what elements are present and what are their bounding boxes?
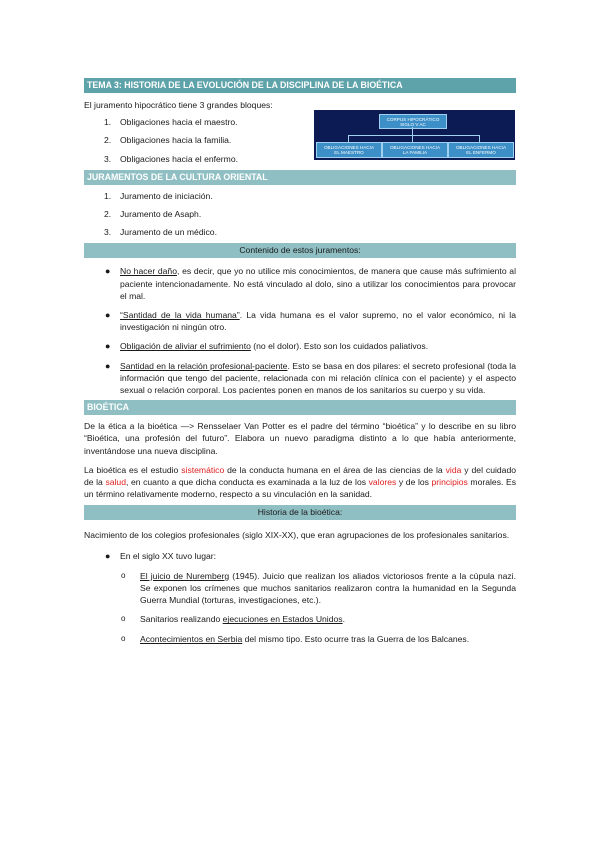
list-item: ● En el siglo XX tuvo lugar: xyxy=(105,550,217,561)
list-item: 3. Juramento de un médico. xyxy=(104,227,217,238)
bullet-icon: ● xyxy=(105,550,111,561)
diagram-connector xyxy=(348,135,349,142)
circle-bullet-icon: o xyxy=(121,633,126,643)
subheader-contenido: Contenido de estos juramentos: xyxy=(84,243,516,258)
diagram-connector xyxy=(412,135,413,142)
list-item: o Acontecimientos en Serbia del mismo tipo. Esto ocurre tras la Guerra de los Balcanes. xyxy=(121,633,470,644)
list-item: ● No hacer daño, es decir, que yo no utilice mis conocimientos, de manera que cause más sufrimiento al paciente intencionadamente. No está vinculado al dolo, sino a utilizar los conocimientos para provocar el mal. xyxy=(105,266,516,301)
oaths-list xyxy=(84,190,516,239)
contents-list xyxy=(84,265,516,396)
list-item: ● Obligación de aliviar el sufrimiento (no el dolor). Esto son los cuidados paliativos. xyxy=(105,341,429,352)
list-item: 3. Obligaciones hacia el enfermo. xyxy=(104,153,238,164)
list-item: 1. Obligaciones hacia el maestro. xyxy=(104,117,238,128)
bullet-icon: ● xyxy=(105,360,111,371)
bioetica-paragraph-1: De la ética a la bioética —> Rensselaer Van Potter es el padre del término “bioética” y lo describe en su libro “Bioética, una profesión del futuro”. Elabora un nuevo paradigma distinto a lo que había anteriormente, inventándose una nueva disciplina. xyxy=(84,421,516,456)
diagram-child-box: OBLIGACIONES HACIA EL MAESTRO xyxy=(316,142,382,158)
list-item: ● Santidad en la relación profesional-paciente. Esto se basa en dos pilares: el secreto profesional (toda la información que tengo del paciente, relacionada con mi relación clínica con el paciente) y el aspecto sexual o relación corporal. Los pacientes ponen en manos de los sanitarios su cuerpo y su vida. xyxy=(105,360,516,396)
events-list xyxy=(84,570,516,645)
historia-paragraph: Nacimiento de los colegios profesionales (siglo XIX-XX), que eran agrupaciones de los profesionales sanitarios. xyxy=(84,530,510,541)
diagram-connector xyxy=(479,135,480,142)
bullet-icon: ● xyxy=(105,266,111,277)
historia-list xyxy=(84,550,516,562)
intro-text: El juramento hipocrático tiene 3 grandes bloques: xyxy=(84,100,273,110)
subheader-historia: Historia de la bioética: xyxy=(84,505,516,520)
document-page xyxy=(84,78,516,645)
bullet-icon: ● xyxy=(105,310,111,321)
section-header-bioetica: BIOÉTICA xyxy=(84,400,516,415)
list-item: o Sanitarios realizando ejecuciones en Estados Unidos. xyxy=(121,614,345,625)
bullet-icon: ● xyxy=(105,341,111,352)
section-header-oriental: JURAMENTOS DE LA CULTURA ORIENTAL xyxy=(84,170,516,185)
diagram-connector xyxy=(348,135,479,136)
list-item: 1. Juramento de iniciación. xyxy=(104,190,213,201)
hippocratic-diagram xyxy=(314,110,515,160)
page-title: TEMA 3: HISTORIA DE LA EVOLUCIÓN DE LA DISCIPLINA DE LA BIOÉTICA xyxy=(84,78,516,93)
list-item: o El juicio de Nuremberg (1945). Juicio que realizan los aliados victoriosos frente a la cúpula nazi. Se exponen los crímenes que muchos sanitarios realizaron contra la humanidad en la Segunda Guerra Mundial (torturas, investigaciones, etc.). xyxy=(121,570,516,606)
diagram-root-box: CORPUS HIPOCRÁTICO SIGLO V AC xyxy=(379,114,447,129)
diagram-child-box: OBLIGACIONES HACIA LA FAMILIA xyxy=(382,142,448,158)
list-item: ● “Santidad de la vida humana”. La vida humana es el valor supremo, no el valor económico, ni la investigación ni ningún otro. xyxy=(105,310,516,333)
bioetica-paragraph-2: La bioética es el estudio sistemático de la conducta humana en el área de las ciencias de la vida y del cuidado de la salud, en cuanto a que dicha conducta es examinada a la luz de los valores y de los principios morales. Es un término relativamente moderno, respecto a su vinculación en la sanidad. xyxy=(84,464,517,500)
diagram-connector xyxy=(412,127,413,135)
list-item: 2. Juramento de Asaph. xyxy=(104,209,202,220)
circle-bullet-icon: o xyxy=(121,570,126,580)
circle-bullet-icon: o xyxy=(121,614,126,624)
list-item: 2. Obligaciones hacia la familia. xyxy=(104,135,232,146)
diagram-child-box: OBLIGACIONES HACIA EL ENFERMO xyxy=(448,142,514,158)
